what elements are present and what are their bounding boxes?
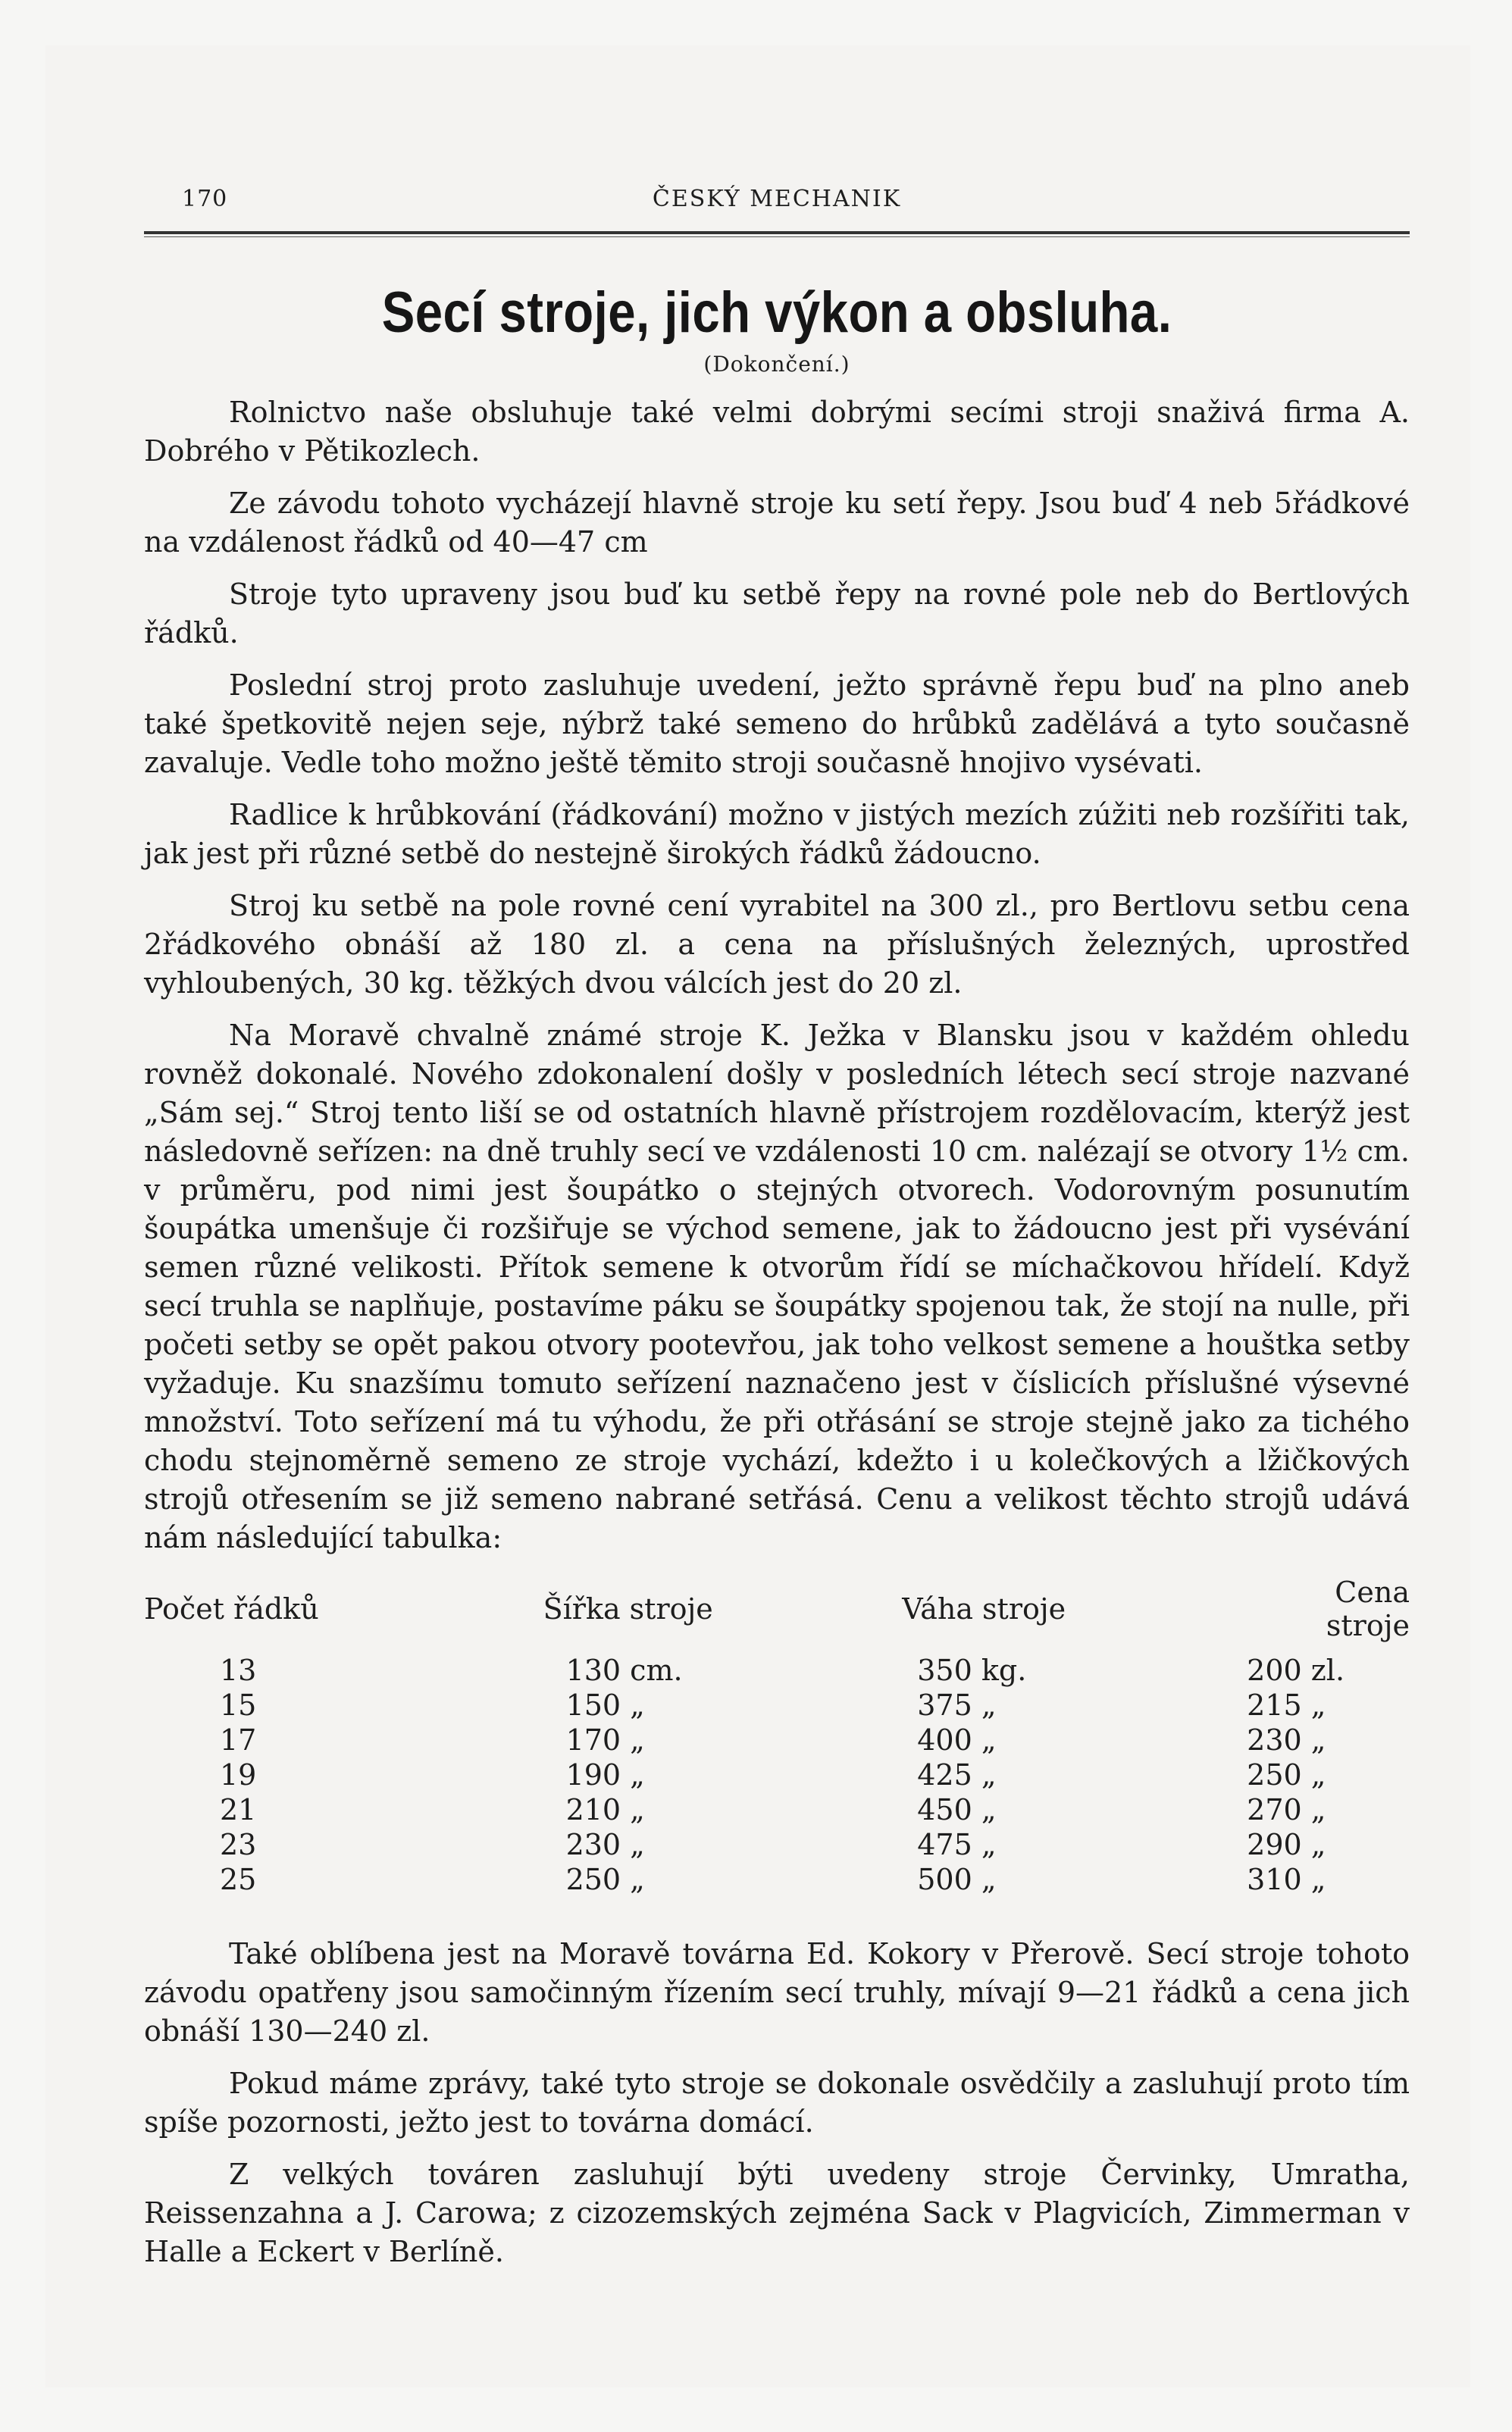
- table-cell: 375 „: [917, 1689, 997, 1722]
- column-header: Šířka stroje: [543, 1592, 713, 1626]
- table-header-row: [144, 1576, 1410, 1653]
- column-header: Počet řádků: [144, 1592, 319, 1626]
- article: [144, 186, 1410, 2271]
- paragraph: Poslední stroj proto zasluhuje uvedení, ježto správně řepu buď na plno aneb také špetkovitě nejen seje, nýbrž také semeno do hrůbků zadělává a tyto současně zavaluje. Vedle toho možno ještě těmito stroji současně hnojivo vysévati.: [144, 668, 1410, 779]
- header-rule-thin: [144, 236, 1410, 237]
- page-number: 170: [182, 186, 228, 212]
- table-cell: 500 „: [917, 1863, 997, 1896]
- table-cell: 25: [220, 1863, 257, 1896]
- table-cell: 17: [220, 1723, 257, 1757]
- table-row: [144, 1757, 1410, 1792]
- table-cell: 230 „: [1247, 1723, 1326, 1757]
- table-cell: 350 kg.: [917, 1654, 1027, 1687]
- table-cell: 475 „: [917, 1828, 997, 1861]
- paragraph: Také oblíbena jest na Moravě továrna Ed. Kokory v Přerově. Secí stroje tohoto závodu opatřeny jsou samočinným řízením secí truhly, mívají 9—21 řádků a cena jich obnáší 130—240 zl.: [144, 1937, 1410, 2048]
- table-cell: 230 „: [565, 1828, 645, 1861]
- paragraph: Stroj ku setbě na pole rovné cení vyrabitel na 300 zl., pro Bertlovu setbu cena 2řádkového obnáší až 180 zl. a cena na příslušných železných, uprostřed vyhloubených, 30 kg. těžkých dvou válcích jest do 20 zl.: [144, 889, 1410, 1000]
- table-cell: 400 „: [917, 1723, 997, 1757]
- table-row: [144, 1862, 1410, 1897]
- table-cell: 190 „: [565, 1758, 645, 1792]
- table-cell: 425 „: [917, 1758, 997, 1792]
- table-row: [144, 1723, 1410, 1757]
- table-row: [144, 1688, 1410, 1723]
- table-row: [144, 1792, 1410, 1827]
- table-cell: 250 „: [565, 1863, 645, 1896]
- body-before-table: [144, 393, 1410, 1557]
- article-title: Secí stroje, jich výkon a obsluha.: [381, 280, 1172, 345]
- table-cell: 21: [220, 1793, 257, 1826]
- table-row: [144, 1653, 1410, 1688]
- table-cell: 23: [220, 1828, 257, 1861]
- paragraph: Radlice k hrůbkování (řádkování) možno v jistých mezích zúžiti neb rozšířiti tak, jak jest při různé setbě do nestejně širokých řádků žádoucno.: [144, 798, 1410, 870]
- article-subtitle: (Dokončení.): [703, 352, 850, 377]
- paragraph: Stroje tyto upraveny jsou buď ku setbě řepy na rovné pole neb do Bertlových řádků.: [144, 577, 1410, 649]
- table-cell: 310 „: [1247, 1863, 1326, 1896]
- table-cell: 200 zl.: [1247, 1654, 1345, 1687]
- table-cell: 450 „: [917, 1793, 997, 1826]
- header-rule-thick: [144, 231, 1410, 234]
- table-cell: 150 „: [565, 1689, 645, 1722]
- table-cell: 210 „: [565, 1793, 645, 1826]
- table-cell: 215 „: [1247, 1689, 1326, 1722]
- table-cell: 250 „: [1247, 1758, 1326, 1792]
- paragraph: Na Moravě chvalně známé stroje K. Ježka v Blansku jsou v každém ohledu rovněž dokonalé. Nového zdokonalení došly v posledních létech secí stroje nazvané „Sám sej.“ Stroj tento liší se od ostatních hlavně přístrojem rozdělovacím, kterýž jest následovně seřízen: na dně truhly secí ve vzdálenosti 10 cm. nalézají se otvory 1½ cm. v průměru, pod nimi jest šoupátko o stejných otvorech. Vodorovným posunutím šoupátka umenšuje či rozšiřuje se východ semene, jak to žádoucno jest při vysévání semen různé velikosti. Přítok semene k otvorům řídí se míchačkovou hřídelí. Když secí truhla se naplňuje, postavíme páku se šoupátky spojenou tak, že stojí na nulle, při početi setby se opět pakou otvory pootevřou, jak toho velkost semene a houštka setby vyžaduje. Ku snazšímu tomuto seřízení naznačeno jest v číslicích příslušné výsevné množství. Toto seřízení má tu výhodu, že při otřásání se stroje stejně jako za tichého chodu stejnoměrně semeno ze stroje vychází, kdežto i u kolečkových a lžičkových strojů otřesením se již semeno nabrané setřásá. Cenu a velikost těchto strojů udává nám následující tabulka:: [144, 1019, 1410, 1554]
- column-header: Váha stroje: [902, 1592, 1066, 1626]
- table-cell: 15: [220, 1689, 257, 1722]
- table-cell: 130 cm.: [565, 1654, 683, 1687]
- paragraph: Pokud máme zprávy, také tyto stroje se dokonale osvědčily a zasluhují proto tím spíše pozornosti, ježto jest to továrna domácí.: [144, 2067, 1410, 2139]
- running-header: [144, 186, 1410, 224]
- paragraph: Rolnictvo naše obsluhuje také velmi dobrými secími stroji snaživá firma A. Dobrého v Pětikozlech.: [144, 396, 1410, 468]
- paragraph: Z velkých továren zasluhují býti uvedeny stroje Červinky, Umratha, Reissenzahna a J. Carowa; z cizozemských zejména Sack v Plagvicích, Zimmerman v Halle a Eckert v Berlíně.: [144, 2158, 1410, 2268]
- machine-table: [144, 1576, 1410, 1897]
- table-cell: 290 „: [1247, 1828, 1326, 1861]
- table-cell: 19: [220, 1758, 257, 1792]
- paragraph: Ze závodu tohoto vycházejí hlavně stroje ku setí řepy. Jsou buď 4 neb 5řádkové na vzdálenost řádků od 40—47 cm: [144, 487, 1410, 559]
- journal-title: ČESKÝ MECHANIK: [652, 186, 902, 212]
- table-row: [144, 1827, 1410, 1862]
- column-header: Cena stroje: [1326, 1576, 1410, 1642]
- body-after-table: [144, 1935, 1410, 2271]
- table-cell: 13: [220, 1654, 257, 1687]
- table-cell: 270 „: [1247, 1793, 1326, 1826]
- table-cell: 170 „: [565, 1723, 645, 1757]
